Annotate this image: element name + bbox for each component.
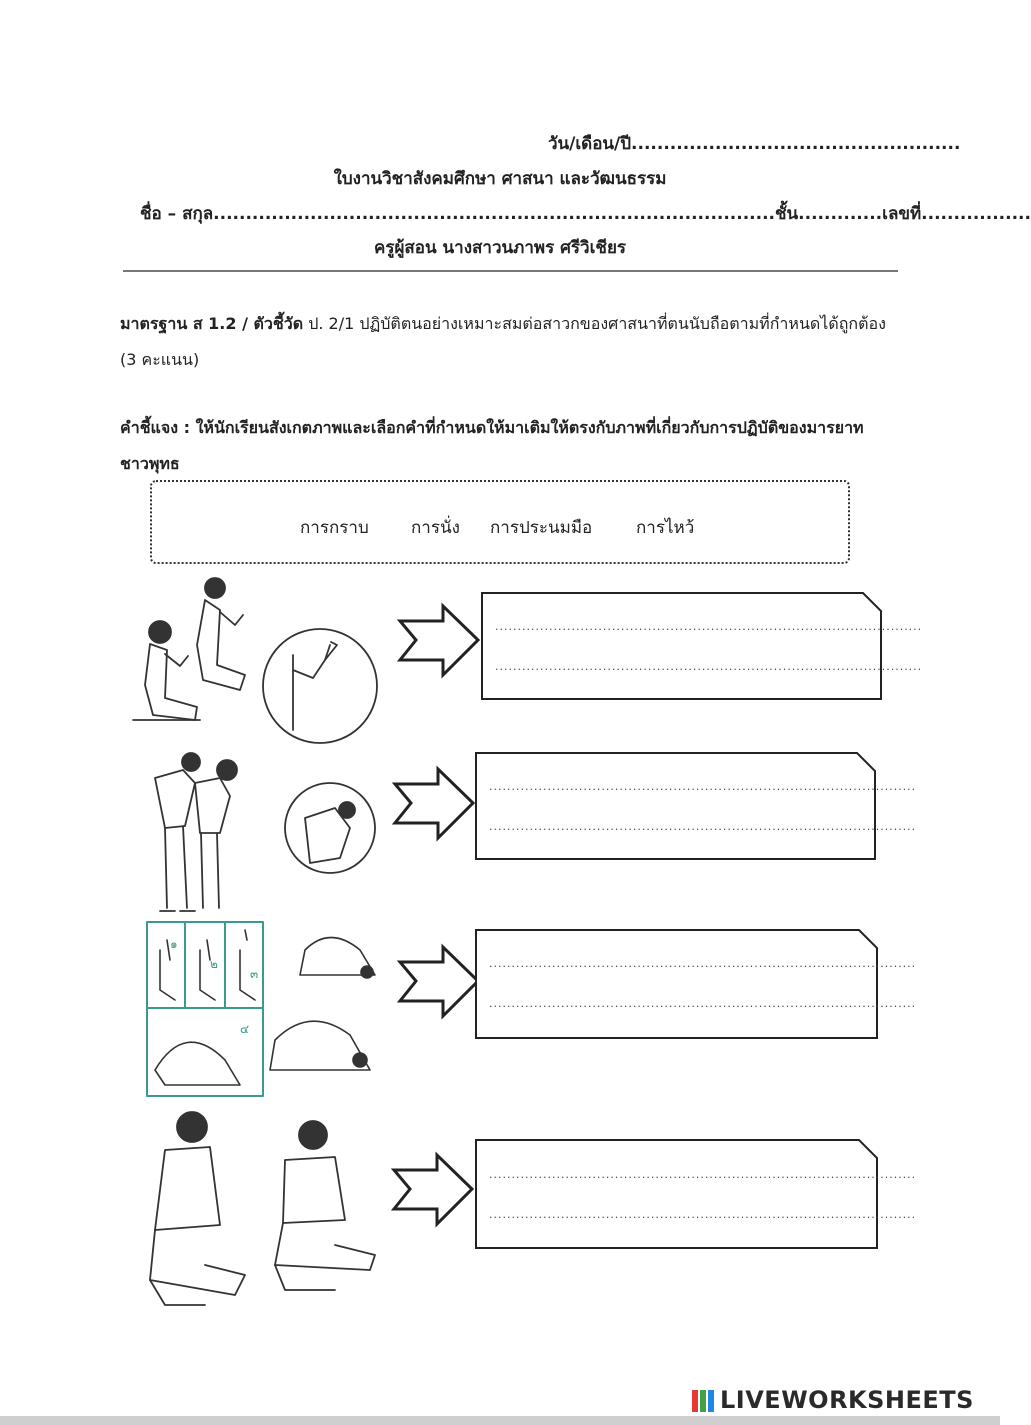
answer-box [474,751,917,861]
header-divider [123,270,898,272]
arrow-right-icon [392,1152,476,1227]
standard-label: มาตรฐาน ส 1.2 / ตัวชี้วัด [120,314,304,333]
answer-line[interactable]: ............................................................................................... [489,997,917,1010]
name-class-number-row: ชื่อ – สกุล.......................................................................................ชั้น.............เลขที่................. [140,204,1031,224]
instruction-text: คำชี้แจง : ให้นักเรียนสังเกตภาพและเลือกคำที่กำหนดให้มาเติมให้ตรงกับภาพที่เกี่ยวกับการปฏิบัติของมารยาทชาวพุทธ [120,418,864,473]
step-number: ๒ [210,957,218,971]
standing-bow-illustration [135,748,375,918]
answer-box [474,928,917,1040]
step-number: ๓ [250,967,259,981]
teacher-name: ครูผู้สอน นางสาวนภาพร ศรีวิเชียร [373,238,627,258]
step-number: ๑ [170,937,178,951]
date-field: วัน/เดือน/ปี................................................... [548,134,961,154]
answer-line[interactable]: ............................................................................................... [495,620,923,633]
word-bank-item: การประนมมือ [490,518,593,538]
standard-text: ป. 2/1 ปฏิบัติตนอย่างเหมาะสมต่อสาวกของศาสนาที่ตนนับถือตามที่กำหนดได้ถูกต้อง (3 คะแนน) [120,314,886,369]
step-number: ๔ [240,1022,250,1036]
answer-line[interactable]: ............................................................................................... [489,780,917,793]
arrow-right-icon [393,766,477,841]
worksheet-title: ใบงานวิชาสังคมศึกษา ศาสนา และวัฒนธรรม [333,169,667,189]
word-bank-item: การนั่ง [411,518,460,538]
answer-box [480,591,923,701]
arrow-right-icon [398,603,482,678]
standard-indicator [120,306,890,378]
prostration-illustration [145,920,385,1100]
word-bank-item: การกราบ [300,518,369,538]
answer-line[interactable]: ............................................................................................... [495,660,923,673]
word-bank-item: การไหว้ [636,518,695,538]
seated-kneel-illustration [135,1105,385,1320]
kneeling-pray-illustration [125,570,370,740]
answer-line[interactable]: ............................................................................................... [489,957,917,970]
liveworksheets-logo-icon [692,1390,714,1412]
footer-bar [0,1416,1000,1425]
answer-line[interactable]: ............................................................................................... [489,820,917,833]
answer-line[interactable]: ............................................................................................... [489,1208,917,1221]
arrow-right-icon [398,944,482,1019]
liveworksheets-brand: LIVEWORKSHEETS [720,1386,974,1414]
answer-box [474,1138,917,1250]
answer-line[interactable]: ............................................................................................... [489,1168,917,1181]
